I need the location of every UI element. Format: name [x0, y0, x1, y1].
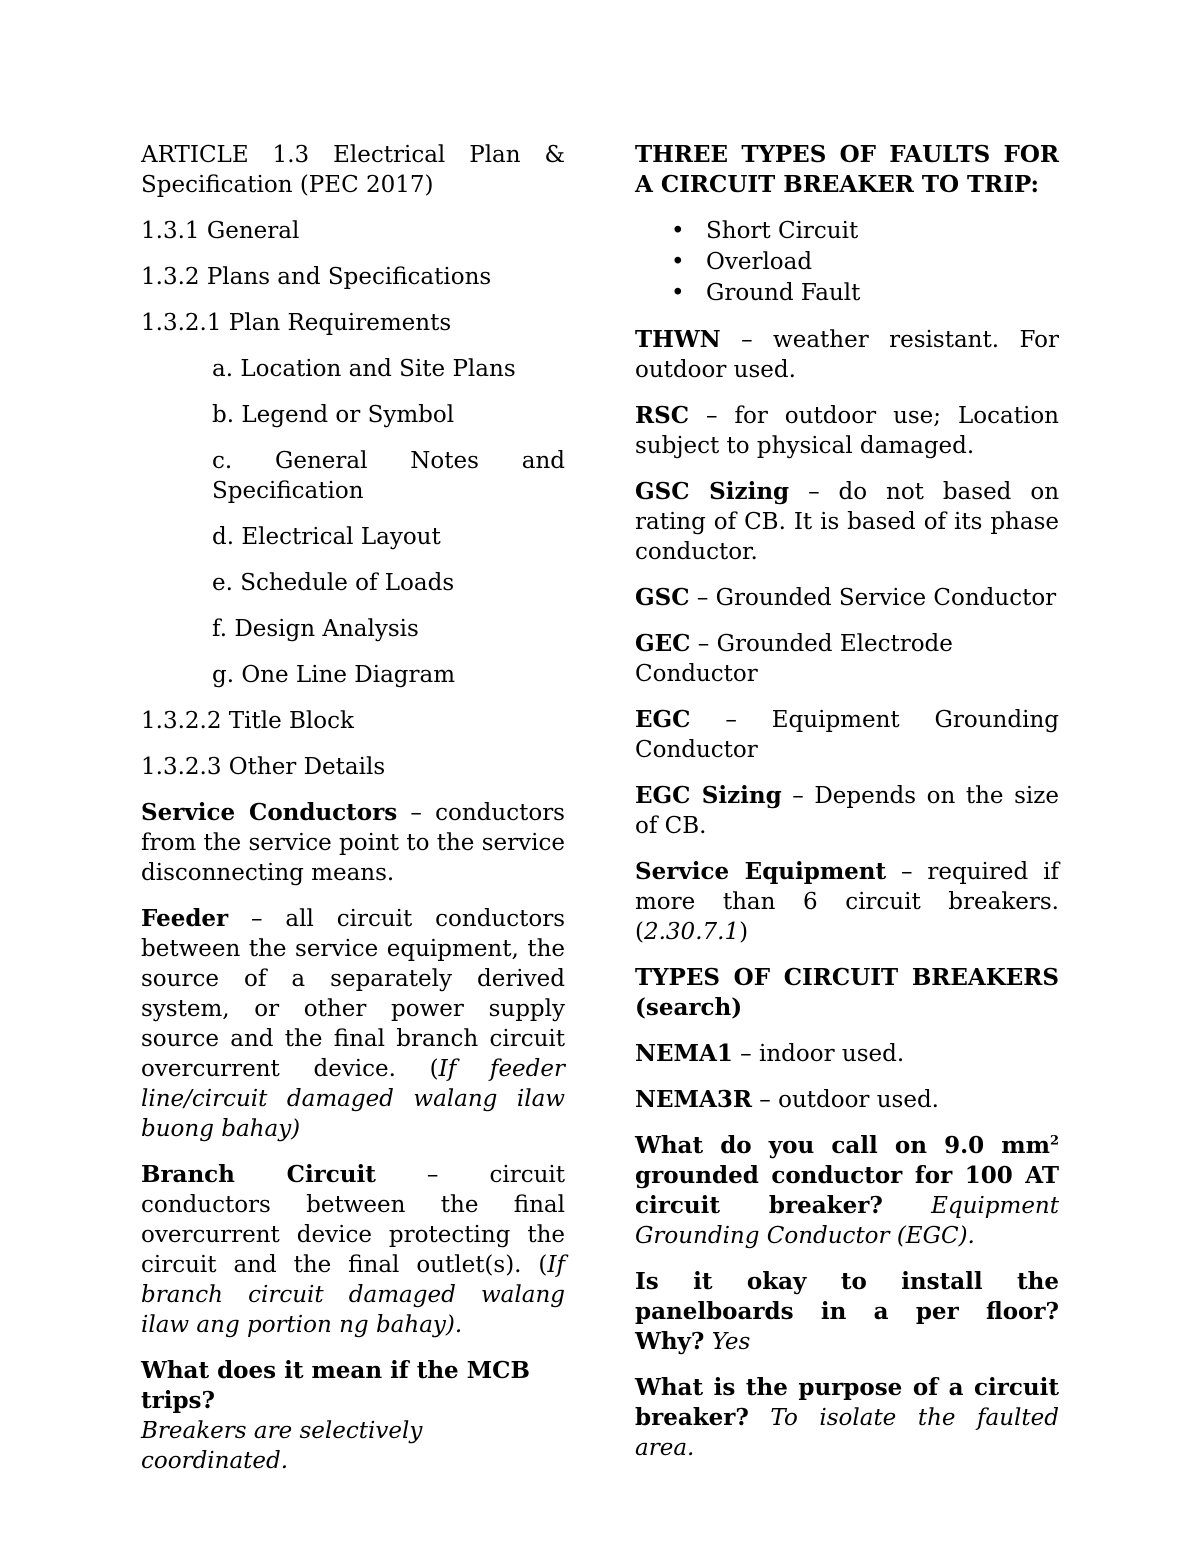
superscript: 2	[1049, 1133, 1059, 1149]
plan-item-c: c. General Notes and Specification	[212, 448, 565, 504]
types-heading-text: TYPES OF CIRCUIT BREAKERS (search)	[635, 964, 1059, 1021]
feeder-definition	[141, 904, 565, 1144]
section-1-3-2-3: 1.3.2.3 Other Details	[141, 754, 386, 780]
question-text: Is it okay to install the panelboards in a per floor? Why?	[635, 1268, 1059, 1355]
plan-item-a: a. Location and Site Plans	[212, 356, 516, 382]
definition-text: – Grounded Electrode Conductor	[635, 631, 953, 687]
section-1-3-1: 1.3.1 General	[141, 218, 300, 244]
definition-text: – all circuit conductors between the service equipment, the source of a separately derived system, or other power supply source and the final branch circuit overcurrent device. (	[141, 906, 565, 1082]
service-equipment-definition	[635, 857, 1059, 947]
definition-term: GSC	[635, 584, 690, 611]
egc-sizing-definition	[635, 781, 1059, 841]
section-1-3-2-1: 1.3.2.1 Plan Requirements	[141, 310, 452, 336]
list-item: • Ground Fault	[635, 278, 1059, 309]
service-conductors-definition	[141, 798, 565, 888]
thwn-definition	[635, 325, 1059, 385]
definition-text: – conductors from the service point to the service disconnecting means.	[141, 800, 565, 886]
article-heading: ARTICLE 1.3 Electrical Plan & Specification (PEC 2017)	[141, 142, 565, 198]
definition-text: – circuit conductors between the final overcurrent device protecting the circuit and the final outlet(s). (	[141, 1162, 565, 1278]
definition-text: – outdoor used.	[751, 1087, 939, 1113]
answer-text: Breakers are selectively coordinated.	[141, 1418, 423, 1474]
definition-text: – required if more than 6 circuit breakers. (	[635, 859, 1059, 945]
question-text: What is the purpose of a circuit breaker?	[635, 1374, 1059, 1431]
definition-text: – Depends on the size of CB.	[635, 783, 1060, 839]
definition-text: – for outdoor use; Location subject to physical damaged.	[635, 403, 1059, 459]
plan-item-e: e. Schedule of Loads	[212, 570, 455, 596]
definition-term: EGC Sizing	[635, 782, 782, 809]
definition-term: EGC	[635, 706, 691, 733]
definition-text: – weather resistant. For outdoor used.	[635, 327, 1059, 383]
definition-note: If feeder line/circuit damaged walang ilaw buong bahay)	[141, 1056, 565, 1142]
definition-term: GSC Sizing	[635, 478, 790, 505]
section-1-3-2: 1.3.2 Plans and Specifications	[141, 264, 492, 290]
definition-text: – Equipment Grounding Conductor	[635, 707, 1059, 763]
faults-list	[635, 216, 1059, 309]
definition-term: NEMA1	[635, 1040, 733, 1067]
definition-term: NEMA3R	[635, 1086, 752, 1113]
types-heading	[635, 963, 1059, 1023]
question-text-part: grounded conductor for 100 AT circuit breaker?	[635, 1162, 1059, 1219]
branch-circuit-definition	[141, 1160, 565, 1340]
gsc-sizing-definition	[635, 477, 1059, 567]
definition-text: – do not based on rating of CB. It is based of its phase conductor.	[635, 479, 1060, 565]
rsc-definition	[635, 401, 1059, 461]
definition-term: Branch Circuit	[141, 1161, 376, 1188]
question-panelboards	[635, 1267, 1059, 1357]
plan-item-f: f. Design Analysis	[212, 616, 419, 642]
list-item: • Short Circuit	[635, 216, 1059, 247]
definition-term: RSC	[635, 402, 690, 429]
faults-heading-text: THREE TYPES OF FAULTS FOR A CIRCUIT BREAKER TO TRIP:	[635, 141, 1059, 198]
definition-term: Service Equipment	[635, 858, 887, 885]
definition-text-close: )	[739, 919, 749, 945]
faults-heading	[635, 140, 1059, 200]
code-reference: 2.30.7.1	[643, 919, 740, 945]
left-column	[141, 140, 565, 1492]
definition-term: Service Conductors	[141, 799, 398, 826]
plan-item-g: g. One Line Diagram	[212, 662, 456, 688]
question-text-part: What do you call on 9.0 mm	[635, 1132, 1050, 1159]
mcb-question	[141, 1356, 565, 1476]
answer-text: Yes	[704, 1329, 751, 1355]
nema3r-definition	[635, 1085, 1059, 1115]
definition-term: Feeder	[141, 905, 229, 932]
right-column	[635, 140, 1059, 1479]
plan-item-b: b. Legend or Symbol	[212, 402, 455, 428]
section-1-3-2-2: 1.3.2.2 Title Block	[141, 708, 354, 734]
nema1-definition	[635, 1039, 1059, 1069]
question-purpose	[635, 1373, 1059, 1463]
definition-note: If branch circuit damaged walang ilaw ang portion ng bahay).	[141, 1252, 565, 1338]
egc-definition	[635, 705, 1059, 765]
plan-item-d: d. Electrical Layout	[212, 524, 441, 550]
definition-text: – Grounded Service Conductor	[689, 585, 1057, 611]
definition-term: GEC	[635, 630, 691, 657]
answer-text: Equipment Grounding Conductor (EGC).	[635, 1193, 1059, 1249]
question-text: What does it mean if the MCB trips?	[141, 1357, 530, 1414]
answer-text: To isolate the faulted area.	[635, 1405, 1059, 1461]
gsc-definition	[635, 583, 1059, 613]
definition-term: THWN	[635, 326, 721, 353]
list-item: • Overload	[635, 247, 1059, 278]
definition-text: – indoor used.	[732, 1041, 905, 1067]
gec-definition	[635, 629, 1059, 689]
question-egc	[635, 1131, 1059, 1251]
